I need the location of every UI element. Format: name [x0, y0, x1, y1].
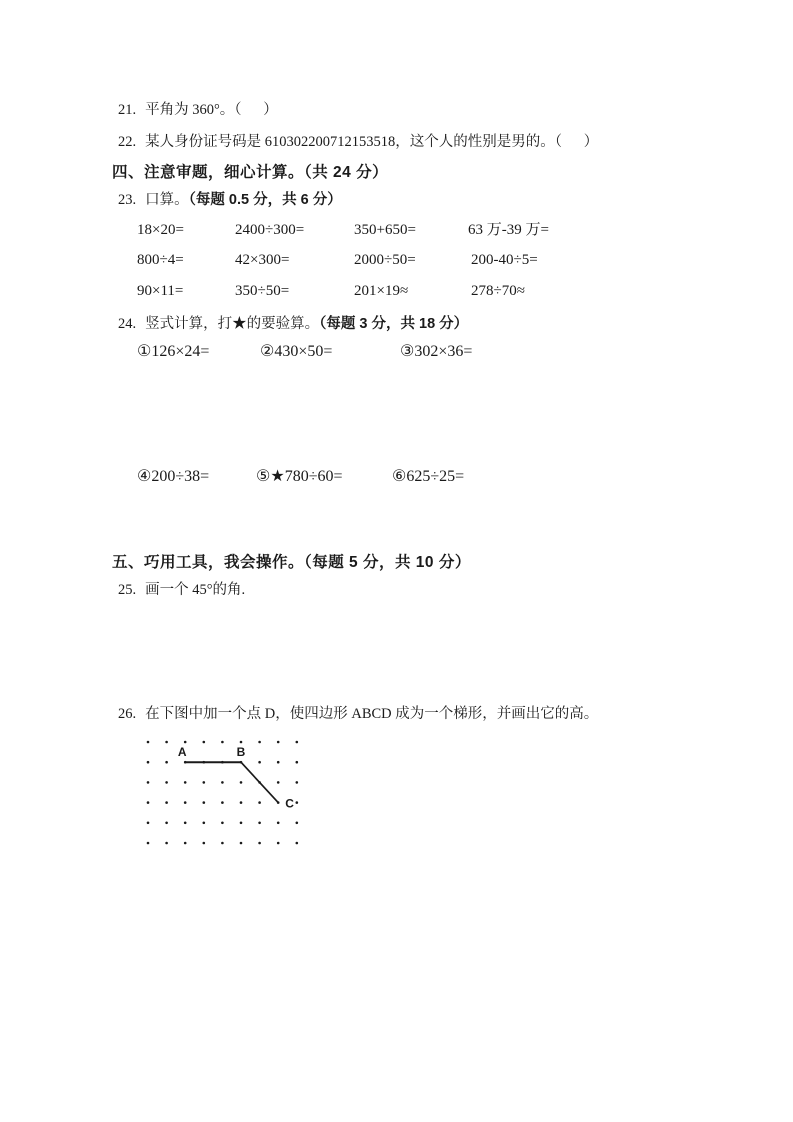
- grid-dot: [258, 761, 261, 764]
- question-22-text: 某人身份证号码是 610302200712153518，这个人的性别是男的。（ ）: [145, 134, 599, 150]
- grid-dot: [147, 801, 150, 804]
- question-24: [118, 315, 468, 334]
- grid-dot: [184, 741, 187, 744]
- question-22-number: 22.: [118, 134, 137, 150]
- oral-item: 18×20=: [137, 222, 184, 238]
- grid-dot: [203, 741, 206, 744]
- grid-dot: [184, 801, 187, 804]
- oral-item: 63 万-39 万=: [468, 222, 549, 238]
- grid-dot: [203, 801, 206, 804]
- question-25: [118, 581, 245, 600]
- grid-dot: [221, 741, 224, 744]
- grid-dot: [147, 781, 150, 784]
- question-21: [118, 101, 278, 120]
- grid-dot: [147, 741, 150, 744]
- grid-dot: [277, 822, 280, 825]
- grid-dot: [277, 781, 280, 784]
- question-24-text: 竖式计算，打★的要验算。: [145, 316, 320, 332]
- oral-item: 800÷4=: [137, 252, 184, 268]
- section-4-header: 四、注意审题，细心计算。（共 24 分）: [112, 164, 389, 181]
- grid-dot: [147, 761, 150, 764]
- grid-dot: [296, 781, 299, 784]
- grid-dot: [240, 822, 243, 825]
- grid-dot: [277, 761, 280, 764]
- grid-dot: [221, 781, 224, 784]
- question-23: [118, 191, 342, 210]
- oral-item: 278÷70≈: [471, 283, 525, 299]
- grid-dot: [296, 741, 299, 744]
- grid-dot: [165, 741, 168, 744]
- question-26: [118, 705, 598, 724]
- question-24-number: 24.: [118, 316, 137, 332]
- dot-grid-figure: [132, 728, 332, 858]
- question-26-number: 26.: [118, 706, 137, 722]
- point-label-A: A: [177, 745, 187, 760]
- oral-item: 2400÷300=: [235, 222, 305, 238]
- grid-dot: [184, 781, 187, 784]
- grid-dot: [203, 781, 206, 784]
- question-22: [118, 133, 598, 152]
- question-24-points: （每题 3 分，共 18 分）: [319, 316, 469, 332]
- grid-dot: [165, 801, 168, 804]
- question-23-number: 23.: [118, 192, 137, 208]
- vertical-calc-item-2: ②430×50=: [260, 343, 333, 360]
- grid-dot: [258, 842, 261, 845]
- grid-dot: [240, 741, 243, 744]
- grid-dot: [296, 822, 299, 825]
- section-5-header: 五、巧用工具，我会操作。（每题 5 分，共 10 分）: [112, 554, 471, 571]
- grid-dot: [240, 781, 243, 784]
- grid-dot: [165, 761, 168, 764]
- grid-dot: [277, 842, 280, 845]
- grid-dot: [277, 741, 280, 744]
- oral-item: 42×300=: [235, 252, 290, 268]
- oral-item: 201×19≈: [354, 283, 409, 299]
- oral-item: 200-40÷5=: [471, 252, 538, 268]
- vertical-calc-item-1: ①126×24=: [137, 343, 210, 360]
- oral-item: 2000÷50=: [354, 252, 416, 268]
- question-21-number: 21.: [118, 102, 137, 118]
- question-23-text: 口算。: [145, 192, 189, 208]
- grid-dot: [147, 822, 150, 825]
- segment-BC: [241, 762, 278, 802]
- grid-dot: [258, 741, 261, 744]
- point-label-C: C: [285, 796, 294, 811]
- question-21-text: 平角为 360°。（ ）: [145, 102, 278, 118]
- oral-item: 90×11=: [137, 283, 184, 299]
- vertical-calc-item-3: ③302×36=: [400, 343, 473, 360]
- vertical-calc-item-4: ④200÷38=: [137, 468, 210, 485]
- vertical-calc-item-5: ⑤★780÷60=: [256, 468, 343, 485]
- grid-dot: [258, 801, 261, 804]
- grid-dot: [184, 822, 187, 825]
- grid-dot: [258, 822, 261, 825]
- question-26-text: 在下图中加一个点 D，使四边形 ABCD 成为一个梯形，并画出它的高。: [145, 706, 599, 722]
- grid-dot: [147, 842, 150, 845]
- question-23-points: （每题 0.5 分，共 6 分）: [188, 192, 342, 208]
- question-25-text: 画一个 45°的角.: [145, 582, 246, 598]
- grid-dot: [240, 842, 243, 845]
- grid-dot: [221, 822, 224, 825]
- grid-dot: [165, 822, 168, 825]
- grid-dot: [221, 801, 224, 804]
- grid-dot: [221, 842, 224, 845]
- grid-dot: [184, 842, 187, 845]
- grid-dot: [296, 801, 299, 804]
- grid-dot: [240, 801, 243, 804]
- oral-item: 350+650=: [354, 222, 416, 238]
- grid-dot: [296, 761, 299, 764]
- point-label-B: B: [236, 745, 246, 760]
- vertical-calc-item-6: ⑥625÷25=: [392, 468, 465, 485]
- grid-dot: [296, 842, 299, 845]
- grid-dot: [165, 781, 168, 784]
- oral-item: 350÷50=: [235, 283, 290, 299]
- grid-dot: [203, 822, 206, 825]
- grid-dot: [165, 842, 168, 845]
- question-25-number: 25.: [118, 582, 137, 598]
- grid-dot: [203, 842, 206, 845]
